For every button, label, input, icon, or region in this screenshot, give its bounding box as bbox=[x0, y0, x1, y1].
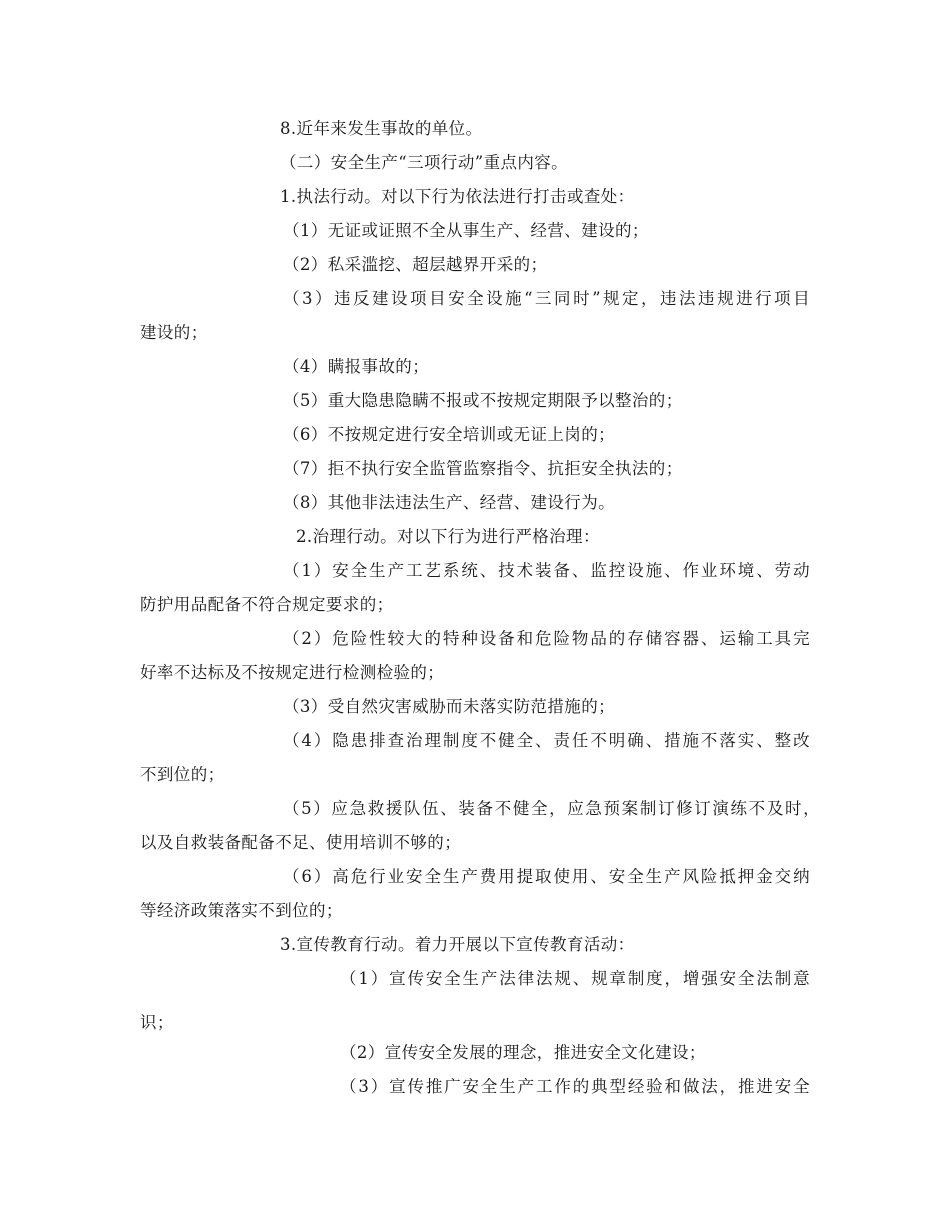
list-item-continuation: 以及自救装备配备不足、使用培训不够的； bbox=[140, 833, 462, 852]
list-item-continuation: 不到位的； bbox=[140, 765, 225, 784]
list-item-continuation: 好率不达标及不按规定进行检测检验的； bbox=[140, 663, 445, 682]
list-item: （5）应急救援队伍、装备不健全，应急预案制订修订演练不及时， bbox=[283, 799, 820, 818]
list-item-continuation: 识； bbox=[140, 1013, 174, 1032]
list-item: （3）受自然灾害威胁而未落实防范措施的； bbox=[283, 697, 615, 716]
list-item: （1）无证或证照不全从事生产、经营、建设的； bbox=[283, 221, 649, 240]
list-item: （6）不按规定进行安全培训或无证上岗的； bbox=[283, 425, 615, 444]
list-item: （4）瞒报事故的； bbox=[283, 357, 430, 376]
list-item: （2）宣传安全发展的理念，推进安全文化建设； bbox=[340, 1043, 706, 1062]
list-item: （6）高危行业安全生产费用提取使用、安全生产风险抵押金交纳 bbox=[283, 867, 810, 886]
list-item: （3）违反建设项目安全设施“三同时”规定，违法违规进行项目 bbox=[283, 289, 810, 308]
list-item: （3）宣传推广安全生产工作的典型经验和做法，推进安全 bbox=[340, 1077, 810, 1096]
subsection-heading: 3.宣传教育行动。着力开展以下宣传教育活动： bbox=[280, 935, 635, 954]
subsection-heading: 1.执法行动。对以下行为依法进行打击或查处： bbox=[280, 187, 635, 206]
list-item: （1）宣传安全生产法律法规、规章制度，增强安全法制意 bbox=[340, 969, 810, 988]
list-item: （4）隐患排查治理制度不健全、责任不明确、措施不落实、整改 bbox=[283, 731, 810, 750]
subsection-heading: 2.治理行动。对以下行为进行严格治理： bbox=[296, 527, 600, 546]
list-item: （7）拒不执行安全监管监察指令、抗拒安全执法的； bbox=[283, 459, 683, 478]
list-item: （2）危险性较大的特种设备和危险物品的存储容器、运输工具完 bbox=[283, 629, 810, 648]
list-item: （2）私采滥挖、超层越界开采的； bbox=[283, 255, 548, 274]
list-item: （8）其他非法违法生产、经营、建设行为。 bbox=[283, 493, 615, 512]
list-item-continuation: 等经济政策落实不到位的； bbox=[140, 901, 343, 920]
list-item: （1）安全生产工艺系统、技术装备、监控设施、作业环境、劳动 bbox=[283, 561, 810, 580]
list-item-continuation: 建设的； bbox=[140, 323, 208, 342]
section-heading: （二）安全生产“三项行动”重点内容。 bbox=[280, 153, 569, 172]
list-item-continuation: 防护用品配备不符合规定要求的； bbox=[140, 595, 394, 614]
paragraph-line: 8.近年来发生事故的单位。 bbox=[280, 119, 483, 138]
list-item: （5）重大隐患隐瞒不报或不按规定期限予以整治的； bbox=[283, 391, 683, 410]
